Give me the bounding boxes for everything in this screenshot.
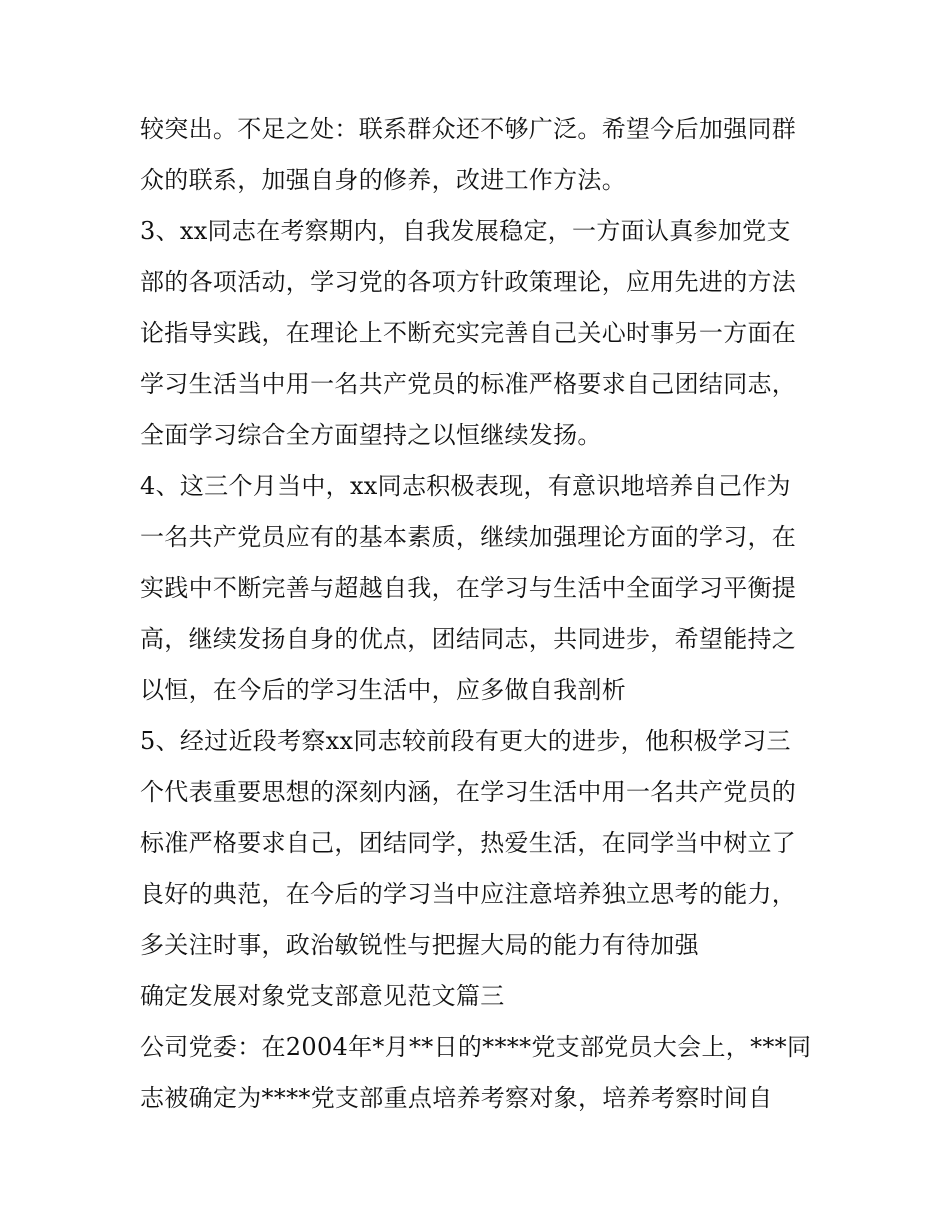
text-line: 一名共产党员应有的基本素质，继续加强理论方面的学习，在 bbox=[140, 523, 797, 551]
text-line: 标准严格要求自己，团结同学，热爱生活，在同学当中树立了 bbox=[140, 829, 797, 857]
text-line: 5、经过近段考察xx同志较前段有更大的进步，他积极学习三 bbox=[140, 727, 791, 755]
text-line: 以恒，在今后的学习生活中，应多做自我剖析 bbox=[140, 676, 626, 704]
text-line: 多关注时事，政治敏锐性与把握大局的能力有待加强 bbox=[140, 931, 699, 959]
text-line: 公司党委：在2004年*月**日的****党支部党员大会上，***同 bbox=[140, 1033, 812, 1061]
text-line: 个代表重要思想的深刻内涵，在学习生活中用一名共产党员的 bbox=[140, 778, 797, 806]
text-line: 志被确定为****党支部重点培养考察对象，培养考察时间自 bbox=[140, 1084, 773, 1112]
text-line: 全面学习综合全方面望持之以恒继续发扬。 bbox=[140, 421, 602, 449]
text-line: 部的各项活动，学习党的各项方针政策理论，应用先进的方法 bbox=[140, 268, 797, 296]
text-line: 众的联系，加强自身的修养，改进工作方法。 bbox=[140, 166, 626, 194]
text-line: 实践中不断完善与超越自我，在学习与生活中全面学习平衡提 bbox=[140, 574, 797, 602]
section-heading: 确定发展对象党支部意见范文篇三 bbox=[140, 982, 505, 1010]
text-line: 3、xx同志在考察期内，自我发展稳定，一方面认真参加党支 bbox=[140, 217, 791, 245]
text-line: 4、这三个月当中，xx同志积极表现，有意识地培养自己作为 bbox=[140, 472, 791, 500]
text-line: 较突出。不足之处：联系群众还不够广泛。希望今后加强同群 bbox=[140, 115, 797, 143]
text-line: 良好的典范，在今后的学习当中应注意培养独立思考的能力， bbox=[140, 880, 797, 908]
text-line: 论指导实践，在理论上不断充实完善自己关心时事另一方面在 bbox=[140, 319, 797, 347]
document-body bbox=[140, 104, 830, 1124]
text-line: 高，继续发扬自身的优点，团结同志，共同进步，希望能持之 bbox=[140, 625, 797, 653]
text-line: 学习生活当中用一名共产党员的标准严格要求自己团结同志， bbox=[140, 370, 797, 398]
